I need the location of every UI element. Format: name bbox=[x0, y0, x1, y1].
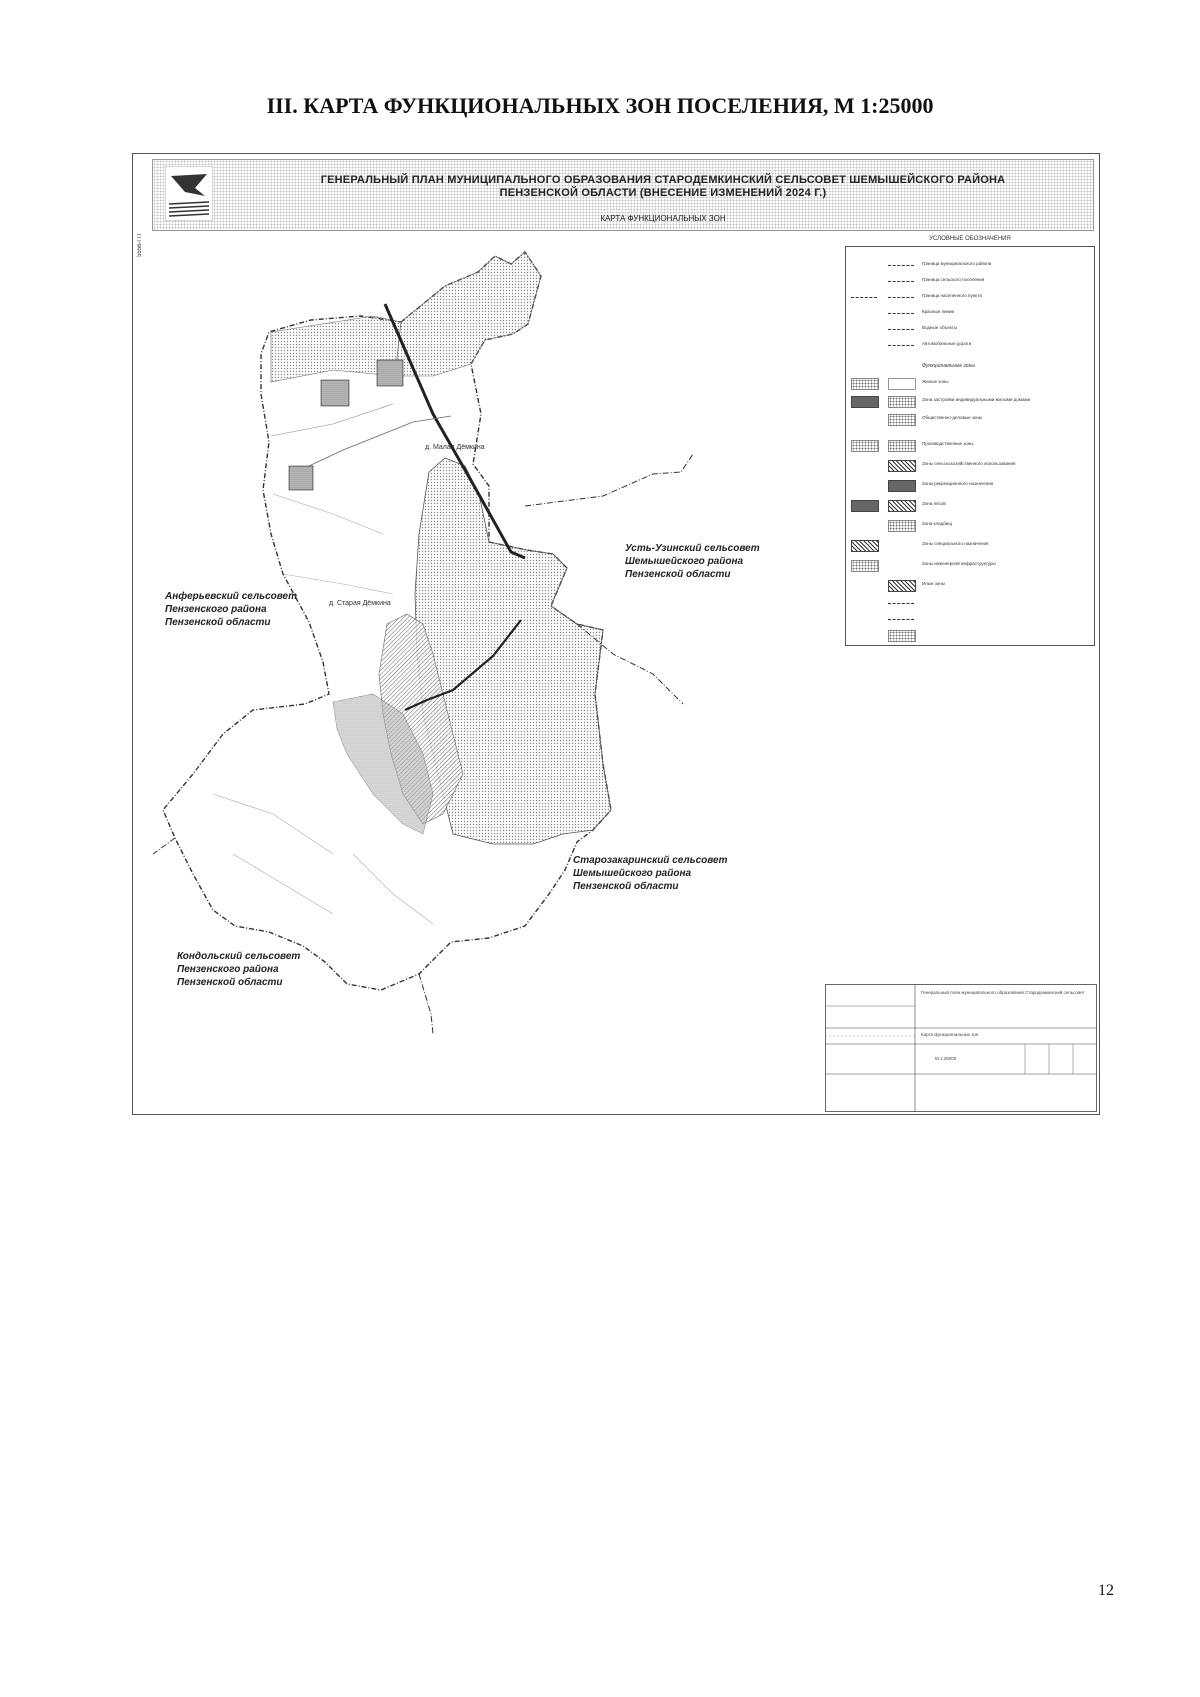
legend-swatch bbox=[888, 603, 914, 604]
legend-text: Производственные зоны bbox=[922, 441, 974, 446]
legend-row bbox=[846, 257, 1096, 273]
legend-text: Зоны рекреационного назначения bbox=[922, 481, 994, 486]
neighbor-line: Усть-Узинский сельсовет bbox=[625, 543, 760, 554]
legend-row bbox=[846, 595, 1096, 611]
legend-swatch bbox=[888, 500, 916, 512]
legend-row bbox=[846, 437, 1096, 453]
legend-row bbox=[846, 537, 1096, 553]
neighbor-line: Пензенской области bbox=[625, 569, 731, 580]
map-sheet bbox=[132, 153, 1100, 1115]
map-title-line1: ГЕНЕРАЛЬНЫЙ ПЛАН МУНИЦИПАЛЬНОГО ОБРАЗОВАНИЯ СТАРОДЕМКИНСКИЙ СЕЛЬСОВЕТ ШЕМЫШЕЙСКОГО РАЙОНА bbox=[320, 174, 1006, 186]
legend-row bbox=[846, 627, 1096, 643]
neighbor-line: Пензенской области bbox=[165, 617, 271, 628]
legend-text: Зоны сельскохозяйственного использования bbox=[922, 461, 1016, 466]
neighbor-line: Пензенской области bbox=[573, 881, 679, 892]
legend-swatch bbox=[851, 560, 879, 572]
legend-swatch bbox=[851, 297, 877, 298]
road-local bbox=[309, 416, 451, 466]
legend-text: Зона кладбищ bbox=[922, 521, 953, 526]
legend-swatch bbox=[888, 378, 916, 390]
legend-swatch bbox=[888, 440, 916, 452]
legend-swatch bbox=[888, 329, 914, 330]
neighbor-line: Пензенского района bbox=[165, 604, 267, 615]
legend-swatch bbox=[888, 520, 916, 532]
page-heading: III. КАРТА ФУНКЦИОНАЛЬНЫХ ЗОН ПОСЕЛЕНИЯ, М 1:25000 bbox=[266, 93, 934, 118]
legend-text: Зона застройки индивидуальными жилыми домами bbox=[922, 397, 1031, 402]
legend-swatch bbox=[888, 313, 914, 314]
legend-row bbox=[846, 289, 1096, 305]
legend-row bbox=[846, 557, 1096, 573]
legend-text: Автомобильные дороги bbox=[922, 341, 972, 346]
legend-text: Иные зоны bbox=[922, 581, 945, 586]
legend-swatch bbox=[888, 265, 914, 266]
legend-swatch bbox=[851, 540, 879, 552]
neighbor-line: Анферьевский сельсовет bbox=[165, 591, 298, 602]
page-number: 12 bbox=[1098, 1582, 1114, 1599]
map-legend bbox=[845, 236, 1095, 646]
map-subtitle: КАРТА ФУНКЦИОНАЛЬНЫХ ЗОН bbox=[600, 214, 726, 223]
legend-row bbox=[846, 337, 1096, 353]
legend-swatch bbox=[888, 580, 916, 592]
legend-row bbox=[846, 393, 1096, 409]
neighbor-boundary-east bbox=[525, 454, 693, 506]
legend-swatch bbox=[888, 297, 914, 298]
legend-row bbox=[846, 497, 1096, 513]
legend-row bbox=[846, 273, 1096, 289]
legend-text: Зоны специального назначения bbox=[922, 541, 989, 546]
stamp-sheet: Карта функциональных зон bbox=[921, 1032, 979, 1037]
legend-text: Водные объекты bbox=[922, 325, 958, 330]
neighbor-line: Пензенского района bbox=[177, 964, 279, 975]
legend-text: Зоны инженерной инфраструктуры bbox=[922, 561, 996, 566]
village-label-north: д. Малая Дёмкина bbox=[425, 444, 485, 451]
map-title-line2: ПЕНЗЕНСКОЙ ОБЛАСТИ (ВНЕСЕНИЕ ИЗМЕНЕНИЙ 2024 Г.) bbox=[499, 187, 827, 199]
neighbor-label-anferyevsky bbox=[165, 590, 297, 629]
legend-box bbox=[845, 246, 1095, 646]
legend-row bbox=[846, 375, 1096, 391]
legend-section-heading: Функциональные зоны bbox=[922, 363, 976, 369]
legend-swatch bbox=[888, 619, 914, 620]
neighbor-line: Кондольский сельсовет bbox=[177, 951, 301, 962]
legend-text: Жилые зоны bbox=[922, 379, 949, 384]
legend-row bbox=[846, 457, 1096, 473]
side-code: 5556-ГП bbox=[137, 234, 143, 257]
legend-row bbox=[846, 411, 1096, 427]
stamp-scale: М 1:25000 bbox=[935, 1056, 957, 1061]
legend-row bbox=[846, 305, 1096, 321]
neighbor-label-ust-uza bbox=[625, 542, 760, 581]
legend-row bbox=[846, 321, 1096, 337]
legend-text: Граница сельского поселения bbox=[922, 277, 985, 282]
zone-production-1 bbox=[321, 380, 349, 406]
village-label-center: д. Старая Дёмкина bbox=[329, 600, 391, 607]
neighbor-line: Старозакаринский сельсовет bbox=[573, 855, 728, 866]
legend-text: Красные линии bbox=[922, 309, 955, 314]
legend-swatch bbox=[851, 378, 879, 390]
road-local-2 bbox=[271, 404, 393, 436]
zone-north-forest bbox=[395, 252, 541, 376]
title-block-stamp bbox=[825, 984, 1097, 1112]
legend-swatch bbox=[851, 440, 879, 452]
legend-title: УСЛОВНЫЕ ОБОЗНАЧЕНИЯ bbox=[929, 236, 1011, 242]
neighbor-label-starozakarinsky bbox=[573, 854, 728, 893]
stamp-grid bbox=[825, 984, 1097, 1112]
legend-swatch bbox=[851, 396, 879, 408]
legend-text: Граница населенного пункта bbox=[922, 293, 982, 298]
legend-swatch bbox=[888, 414, 916, 426]
legend-row bbox=[846, 577, 1096, 593]
legend-text: Общественно-деловые зоны bbox=[922, 415, 983, 420]
legend-swatch bbox=[888, 480, 916, 492]
stamp-title: Генеральный план муниципального образования Стародемкинский сельсовет bbox=[921, 990, 1085, 995]
legend-text: Граница муниципального района bbox=[922, 261, 992, 266]
neighbor-boundary-south bbox=[419, 974, 433, 1034]
legend-row bbox=[846, 517, 1096, 533]
zone-production-3 bbox=[289, 466, 313, 490]
neighbor-line: Шемышейского района bbox=[625, 556, 744, 567]
neighbor-line: Пензенской области bbox=[177, 977, 283, 988]
legend-row bbox=[846, 477, 1096, 493]
legend-swatch bbox=[888, 460, 916, 472]
legend-row bbox=[846, 611, 1096, 627]
legend-text: Зона лесов bbox=[922, 501, 946, 506]
legend-swatch bbox=[888, 281, 914, 282]
legend-swatch bbox=[888, 396, 916, 408]
legend-swatch bbox=[888, 630, 916, 642]
legend-swatch bbox=[851, 500, 879, 512]
neighbor-label-kondolsky bbox=[177, 950, 300, 989]
neighbor-boundary-west bbox=[153, 838, 175, 854]
zone-production-2 bbox=[377, 360, 403, 386]
neighbor-line: Шемышейского района bbox=[573, 868, 692, 879]
legend-swatch bbox=[888, 345, 914, 346]
